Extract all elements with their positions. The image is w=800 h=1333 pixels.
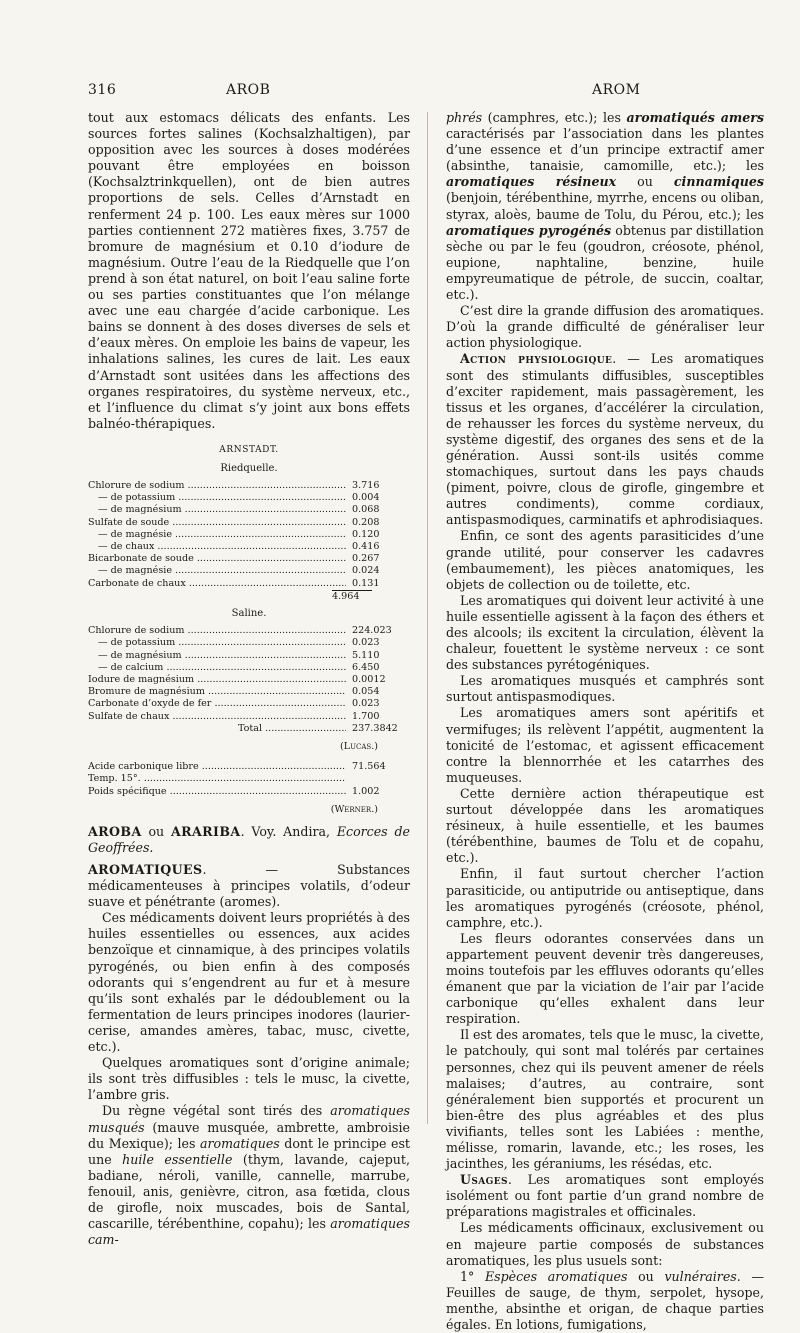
row-label: — de magnésium ..... <box>88 650 346 662</box>
paragraph-regne <box>88 1103 410 1248</box>
row-label: Sulfate de chaux ..... <box>88 711 346 723</box>
paragraph-ces: Ces médicaments doivent leurs propriétés à des huiles essentielles ou essences, aux acides benzoïque et cinnamique, à des principes volatils pyrogénés, ou bien enfin à des composés odorants qui s’engendrent au fur et à mesure qu’ils sont exhalés par le dédoublement ou la fermentation de leurs principes inodores (laurier-cerise, amandes amères, tabac, musc, civette, etc.). <box>88 910 410 1055</box>
row-value: 0.068 <box>352 504 380 516</box>
phres-text-d: (benjoin, térébenthine, myrrhe, encens ou oliban, styrax, aloès, baume de Tolu, du Pérou, etc.); les <box>446 190 764 222</box>
row-label: Bicarbonate de soude ..... <box>88 553 346 565</box>
table1-subtitle: Riedquelle. <box>220 462 278 474</box>
row-value: 0.267 <box>352 553 380 565</box>
aroba-entry <box>88 824 410 856</box>
especes-text: . — Feuilles de sauge, de thym, serpolet, hysope, menthe, absinthe et origan, de chaque parties égales. En lotions, fumigations, <box>446 1268 764 1333</box>
intro-paragraph: tout aux estomacs délicats des enfants. Les sources fortes salines (Kochsalzhaltigen), par opposition avec les sources à doses modérées pouvant être employées en boisson (Kochsalztrinkquellen), ont de bien autres proportions de sels. Celles d’Arnstadt en renferment 24 p. 100. Les eaux mères sur 1000 parties contiennent 272 matières fixes, 3.757 de bromure de magnésium et 0.10 d’iodure de magnésium. Outre l’eau de la Riedquelle que l’on prend à son état naturel, on boit l’eau saline forte ou ses parties constituantes que l’on mélange avec une eau chargée d’acide carbonique. Les bains se donnent à des doses diverses de sels et d’eaux mères. On emploie les bains de vapeur, les inhalations salines, les cures de lait. Les eaux d’Arnstadt sont usitées dans les affections des organes respiratoires, du système nerveux, etc., et l’influence du climat s’y joint aux bons effets balnéo-thérapiques. <box>88 110 410 431</box>
paragraph-quelques: Quelques aromatiques sont d’origine animale; ils sont très diffusibles : tels le musc, la civette, l’ambre gris. <box>88 1055 410 1103</box>
regne-text-4: (thym, lavande, cajeput, badiane, néroli, vanille, cannelle, marrube, fenouil, anis, genièvre, citron, asa fœtida, clous de girofle, noix muscades, bois de Santal, cascarille, térébenthine, copahu); les <box>88 1151 410 1232</box>
row-value: 0.054 <box>352 686 380 698</box>
row-label: Chlorure de sodium ..... <box>88 480 346 492</box>
especes-term: Espèces aromatiques <box>484 1268 628 1284</box>
row-label: — de potassium ..... <box>88 492 346 504</box>
regne-italic-1: aromatiques musqués <box>88 1103 410 1135</box>
row-value: 0.0012 <box>352 674 386 685</box>
row-label: — de potassium ..... <box>88 637 346 649</box>
table2-total-label: Total ..... <box>238 723 346 735</box>
row-label: — de magnésie ..... <box>88 529 346 541</box>
row-value: 1.700 <box>352 710 380 722</box>
table-row <box>88 517 410 529</box>
usages-text: . Les aromatiques sont employés isolément ou font partie d’un grand nombre de préparations magistrales et officinales. <box>446 1172 764 1220</box>
row-value: 1.002 <box>352 785 380 797</box>
regne-italic-3: huile essentielle <box>122 1151 233 1167</box>
aromatiques-entry <box>88 862 410 910</box>
table-row <box>88 625 410 637</box>
regne-text-1: Du règne végétal sont tirés des <box>102 1103 331 1119</box>
row-label: Poids spécifique ..... <box>88 786 346 798</box>
paragraph-usages <box>446 1172 764 1220</box>
left-column <box>88 110 410 1248</box>
source-lucas: (Lucas.) <box>339 741 378 753</box>
phres-text-c: ou <box>616 174 674 190</box>
table-row <box>88 650 410 662</box>
table-row <box>88 480 410 492</box>
row-label: Carbonate d’oxyde de fer ..... <box>88 698 346 710</box>
table-row <box>88 761 410 773</box>
running-head-right: AROM <box>592 82 641 98</box>
regne-text-2: (mauve musquée, ambrette, ambroisie du Mexique); les <box>88 1119 410 1151</box>
row-value: 0.023 <box>352 698 380 710</box>
table-row <box>88 662 410 674</box>
table-row <box>88 698 410 710</box>
aroba-see: . Voy. Andira, <box>240 823 337 839</box>
paragraph-action <box>446 351 764 528</box>
row-label: — de chaux ..... <box>88 541 346 553</box>
aroba-headword: AROBA <box>88 823 142 839</box>
paragraph-phres <box>446 110 764 303</box>
table-row <box>88 578 410 590</box>
row-value: 0.208 <box>352 516 380 528</box>
resineux-term: aromatiques résineux <box>446 174 617 190</box>
table-title: ARNSTADT. <box>219 444 279 455</box>
paragraph-parasiticides: Enfin, ce sont des agents parasiticides d’une grande utilité, pour conserver les cadavres (embaumement), les pièces anatomiques, les objets de collection ou de toilette, etc. <box>446 528 764 592</box>
row-label: — de calcium ..... <box>88 662 346 674</box>
especes-number: 1° <box>460 1268 485 1284</box>
right-column <box>446 110 764 1333</box>
table-row <box>88 504 410 516</box>
row-label: Chlorure de sodium ..... <box>88 625 346 637</box>
paragraph-fleurs: Les fleurs odorantes conservées dans un appartement peuvent devenir très dangereuses, moins toutefois par les effluves odorants qu’elles émanent que par la viciation de l’air par l’acide carbonique qu’elles exhalent dans leur respiration. <box>446 930 764 1027</box>
table2-total-value: 237.3842 <box>352 722 398 734</box>
especes-or: ou <box>627 1268 665 1284</box>
table-row <box>88 553 410 565</box>
paragraph-amers: Les aromatiques amers sont apéritifs et vermifuges; ils relèvent l’appétit, augmentent la tonicité de l’estomac, et agissent efficacement contre la blennorrhée et les catarrhes des muqueuses. <box>446 705 764 785</box>
row-label: Bromure de magnésium ..... <box>88 686 346 698</box>
pyrogenes-term: aromatiques pyrogénés <box>446 222 612 238</box>
table2-total-row <box>88 723 410 735</box>
table-row <box>88 773 410 785</box>
aroba-or: ou <box>141 823 171 839</box>
phres-text-a: (camphres, etc.); les <box>482 110 627 125</box>
row-label: — de magnésium ..... <box>88 504 346 516</box>
table1-total: 4.964 <box>332 590 360 602</box>
table-row <box>88 637 410 649</box>
arariba-headword: ARARIBA <box>170 823 241 839</box>
amers-term: aromatiqués amers <box>626 110 764 125</box>
row-label: Carbonate de chaux ..... <box>88 578 346 590</box>
row-label: Acide carbonique libre ..... <box>88 761 346 773</box>
paragraph-huile: Les aromatiques qui doivent leur activité à une huile essentielle agissent à la façon des éthers et des alcools; ils excitent la circulation, élèvent la chaleur, fouettent le système nerveux : ce sont des substances pyrétogéniques. <box>446 592 764 673</box>
source-werner: (Werner.) <box>330 803 378 815</box>
regne-italic-2: aromatiques <box>200 1135 280 1151</box>
row-value: 0.131 <box>352 577 380 589</box>
row-value: 3.716 <box>352 480 380 492</box>
table-row <box>88 541 410 553</box>
row-value: 0.416 <box>352 541 380 553</box>
row-value: 0.120 <box>352 528 380 540</box>
row-value: 0.004 <box>352 492 380 504</box>
table-row <box>88 686 410 698</box>
action-heading: Action physiologique <box>460 351 613 367</box>
action-text: . — Les aromatiques sont des stimulants diffusibles, susceptibles d’exciter rapidement, mais passagèrement, les tissus et les organes, d’accélérer la circulation, de rehausser les forces du système nerveux, du système digestif, des organes des sens et de la génération. Aussi sont-ils usités comme stomachiques, surtout dans les pays chauds (piment, poivre, clous de girofle, gingembre et autres condiments), comme cordiaux, antispasmodiques, carminatifs et aphrodisiaques. <box>446 351 765 528</box>
row-value <box>346 773 410 785</box>
cinnamiques-term: cinnamiques <box>673 174 764 190</box>
row-value: 6.450 <box>352 661 380 673</box>
table1 <box>88 480 410 590</box>
regne-italic-4: aromatiques cam- <box>88 1216 410 1248</box>
row-label: Temp. 15°. ..... <box>88 773 346 785</box>
paragraph-especes <box>446 1269 764 1333</box>
table-row <box>88 786 410 798</box>
aromatiques-definition: . — Substances médicamenteuses à principes volatils, d’odeur suave et pénétrante (aromes). <box>88 862 410 910</box>
row-label: — de magnésie ..... <box>88 565 346 577</box>
phres-text-b: caractérisés par l’association dans les plantes d’une essence et d’un principe extractif amer (absinthe, tanaisie, camomille, etc.); les <box>446 126 764 174</box>
table-row <box>88 674 410 686</box>
table-row <box>88 492 410 504</box>
paragraph-officinaux: Les médicaments officinaux, exclusivement ou en majeure partie composés de substances aromatiques, les plus usuels sont: <box>446 1220 764 1268</box>
row-label: Sulfate de soude ..... <box>88 517 346 529</box>
phres-text-e: obtenus par distillation sèche ou par le feu (goudron, créosote, phénol, eupione, naphtaline, benzine, huile empyreumatique de pétrole, de succin, coaltar, etc.). <box>446 222 764 303</box>
table-row <box>88 565 410 577</box>
paragraph-musques: Les aromatiques musqués et camphrés sont surtout antispasmodiques. <box>446 673 764 705</box>
aroba-reference: Ecorces de Geoffrées. <box>88 823 410 855</box>
usages-heading: Usages <box>460 1172 508 1188</box>
paragraph-aromates: Il est des aromates, tels que le musc, la civette, le patchouly, qui sont mal tolérés par certaines personnes, chez qui ils peuvent amener de réels malaises; d’autres, au contraire, sont généralement bien supportés et procurent un bien-être des plus agréables et des plus vivifiants, telles sont les Labiées : menthe, mélisse, romarin, lavande, etc.; les roses, les jacinthes, les géraniums, les résédas, etc. <box>446 1027 764 1172</box>
table2-subtitle: Saline. <box>231 608 267 620</box>
row-value: 224.023 <box>352 625 392 637</box>
paragraph-antiseptique: Enfin, il faut surtout chercher l’action parasiticide, ou antiputride ou antiseptique, dans les aromatiques pyrogénés (créosote, phénol, camphre, etc.). <box>446 866 764 930</box>
running-head-left: AROB <box>226 82 271 98</box>
table-row <box>88 711 410 723</box>
aromatiques-headword: AROMATIQUES <box>88 862 203 877</box>
page-number: 316 <box>88 82 117 98</box>
paragraph-diffusion: C’est dire la grande diffusion des aromatiques. D’où la grande difficulté de généraliser leur action physiologique. <box>446 303 764 351</box>
paragraph-cette: Cette dernière action thérapeutique est surtout développée dans les aromatiques résineux, à huile essentielle, et les baumes (térébenthine, baumes de Tolu et de copahu, etc.). <box>446 785 764 866</box>
table-row <box>88 529 410 541</box>
row-value: 0.024 <box>352 565 380 577</box>
row-value: 5.110 <box>352 649 380 661</box>
row-value: 71.564 <box>352 761 386 773</box>
vulneraires-term: vulnéraires <box>664 1268 737 1284</box>
table3 <box>88 761 410 798</box>
regne-text-3: dont le principe est une <box>88 1135 410 1167</box>
row-label: Iodure de magnésium ..... <box>88 674 346 686</box>
phres-italic: phrés <box>446 110 483 125</box>
row-value: 0.023 <box>352 637 380 649</box>
column-divider <box>427 112 428 1124</box>
table2 <box>88 625 410 723</box>
